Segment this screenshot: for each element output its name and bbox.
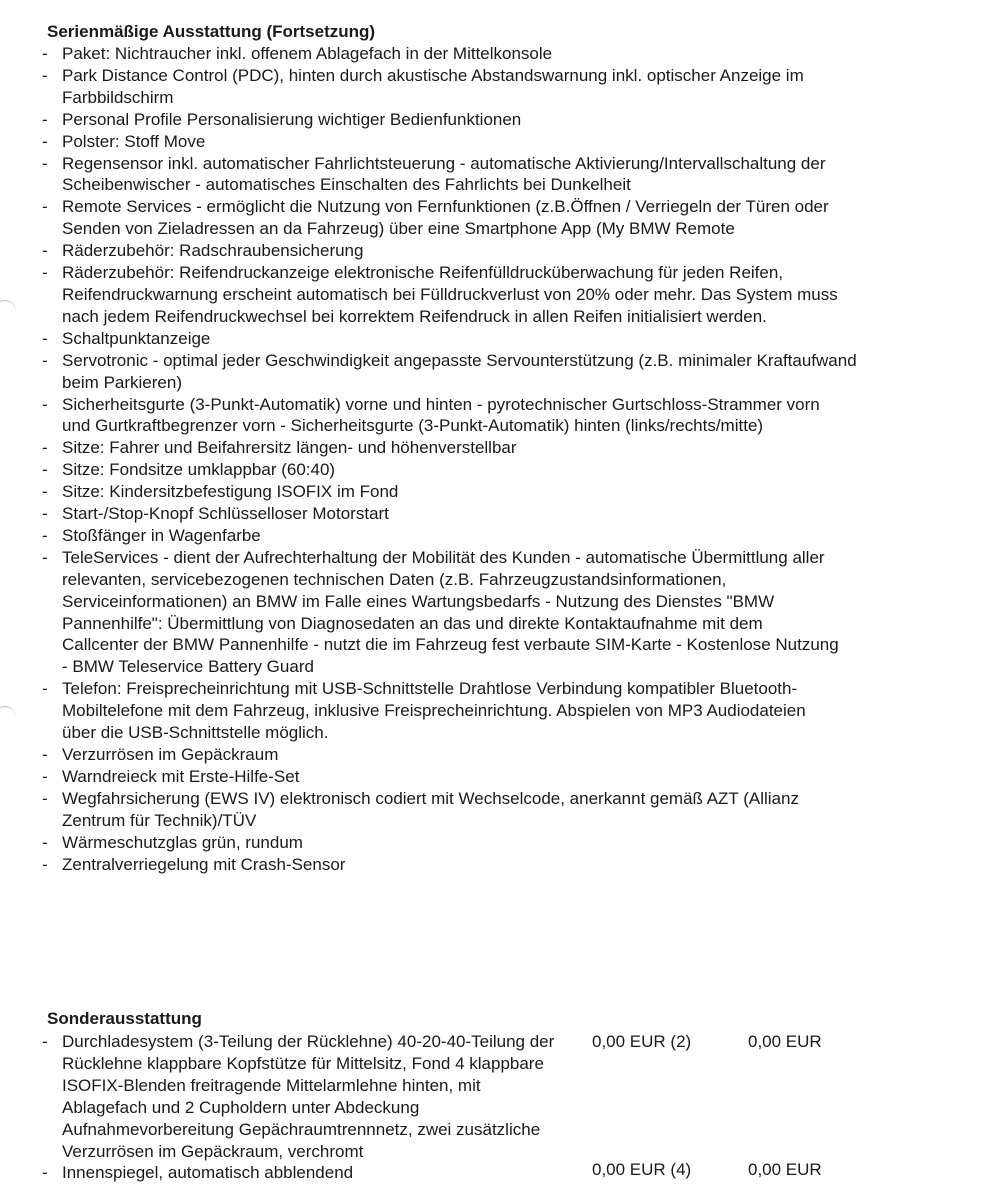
list-item: - Paket: Nichtraucher inkl. offenem Ablagefach in der Mittelkonsole (42, 44, 553, 63)
price-value: 0,00 EUR (4) (592, 1160, 692, 1179)
section-heading-optional: Sonderausstattung (47, 1009, 202, 1028)
list-item: - Innenspiegel, automatisch abblendend (42, 1163, 354, 1183)
list-item: - Schaltpunktanzeige (42, 328, 211, 348)
punch-hole-mark (0, 300, 16, 323)
list-item: - Park Distance Control (PDC), hinten durch akustische Abstandswarnung inkl. optischer Anzeige im Farbbildschirm (42, 65, 804, 107)
punch-hole-mark (0, 706, 16, 729)
list-item: - TeleServices - dient der Aufrechterhaltung der Mobilität des Kunden - automatische Übermittlung aller relevanten, servicebezogenen technischen Daten (z.B. Fahrzeugzustandsinformationen, Serviceinformationen) an BMW im Falle eines Wartungsbedarfs - Nutzung des Dienstes "BMW Pannenhilfe": Übermittlung von Diagnosedaten an das und direkte Kontaktaufnahme mit dem Callcenter der BMW Pannenhilfe - nutzt die im Fahrzeug fest verbaute SIM-Karte - Kostenlose Nutzung - BMW Teleservice Battery Guard (42, 547, 839, 677)
list-item: - Zentralverriegelung mit Crash-Sensor (42, 854, 346, 874)
list-item: - Polster: Stoff Move (42, 131, 206, 151)
price-value: 0,00 EUR (2) (592, 1032, 692, 1051)
list-item: - Sitze: Kindersitzbefestigung ISOFIX im Fond (42, 482, 399, 502)
optional-equipment-list (42, 1031, 562, 1184)
list-item: - Telefon: Freisprecheinrichtung mit USB-Schnittstelle Drahtlose Verbindung kompatibler Bluetooth-Mobiltelefone mit dem Fahrzeug, inklusive Freisprecheinrichtung. Abspielen von MP3 Audiodateien über die USB-Schnittstelle möglich. (42, 679, 806, 743)
list-item: - Warndreieck mit Erste-Hilfe-Set (42, 766, 300, 786)
list-item: - Stoßfänger in Wagenfarbe (42, 525, 261, 545)
list-item: - Wegfahrsicherung (EWS IV) elektronisch codiert mit Wechselcode, anerkannt gemäß AZT (Allianz Zentrum für Technik)/TÜV (42, 788, 799, 830)
total-value: 0,00 EUR (748, 1160, 822, 1179)
list-item: - Sitze: Fondsitze umklappbar (60:40) (42, 460, 336, 480)
list-item: - Räderzubehör: Radschraubensicherung (42, 241, 364, 261)
list-item: - Räderzubehör: Reifendruckanzeige elektronische Reifenfülldrucküberwachung für jeden Reifen, Reifendruckwarnung erscheint automatisch bei Fülldruckverlust von 20% oder mehr. Das System muss nach jedem Reifendruckwechsel bei korrektem Reifendruck in allen Reifen initialisiert werden. (42, 263, 838, 326)
list-item: - Wärmeschutzglas grün, rundum (42, 832, 303, 852)
list-item: - Remote Services - ermöglicht die Nutzung von Fernfunktionen (z.B.Öffnen / Verriegeln der Türen oder Senden von Zieladressen an da Fahrzeug) über eine Smartphone App (My BMW Remote (42, 197, 829, 239)
list-item: - Sitze: Fahrer und Beifahrersitz längen- und höhenverstellbar (42, 438, 517, 458)
list-item: - Verzurrösen im Gepäckraum (42, 745, 279, 764)
list-item: - Sicherheitsgurte (3-Punkt-Automatik) vorne und hinten - pyrotechnischer Gurtschloss-Strammer vorn und Gurtkraftbegrenzer vorn - Sicherheitsgurte (3-Punkt-Automatik) hinten (links/rechts/mitte) (42, 394, 820, 436)
standard-equipment-list (42, 43, 862, 875)
list-item: - Personal Profile Personalisierung wichtiger Bedienfunktionen (42, 109, 522, 129)
list-item: - Durchladesystem (3-Teilung der Rücklehne) 40-20-40-Teilung der Rücklehne klappbare Kopfstütze für Mittelsitz, Fond 4 klappbare ISOFIX-Blenden freitragende Mittelarmlehne hinten, mit Ablagefach und 2 Cupholdern unter Abdeckung Aufnahmevorbereitung Gepächraumtrennnetz, zwei zusätzliche Verzurrösen im Gepäckraum, verchromt (42, 1032, 555, 1161)
section-heading-standard: Serienmäßige Ausstattung (Fortsetzung) (47, 22, 376, 41)
list-item: - Start-/Stop-Knopf Schlüsselloser Motorstart (42, 504, 389, 524)
list-item: - Regensensor inkl. automatischer Fahrlichtsteuerung - automatische Aktivierung/Intervallschaltung der Scheibenwischer - automatisches Einschalten des Fahrlichts bei Dunkelheit (42, 153, 826, 195)
total-value: 0,00 EUR (748, 1032, 822, 1051)
list-item: - Servotronic - optimal jeder Geschwindigkeit angepasste Servounterstützung (z.B. minimaler Kraftaufwand beim Parkieren) (42, 350, 857, 392)
